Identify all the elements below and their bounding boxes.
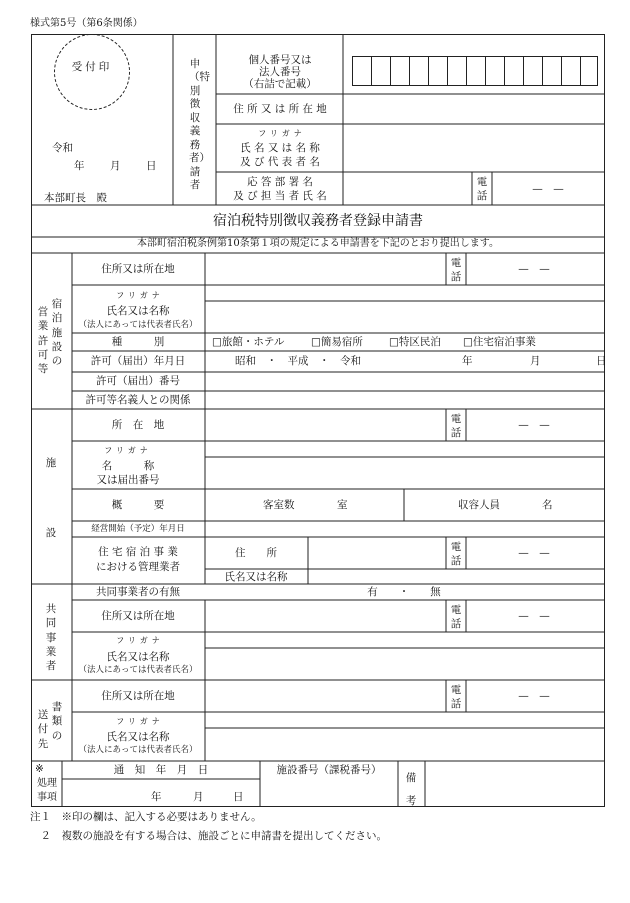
type-option-special-zone-minpaku[interactable]: □特区民泊 (389, 336, 441, 348)
intro-sentence: 本部町宿泊税条例第10条第１項の規定による申請書を下記のとおり提出します。 (137, 238, 499, 249)
permit-date-day: 日 (596, 355, 607, 367)
permit-number-field[interactable] (206, 373, 604, 390)
facility-number-field[interactable] (261, 780, 397, 805)
individual-number-label-1: 個人番号又は (248, 54, 312, 66)
permit-furigana-field[interactable] (206, 286, 604, 300)
permit-relation-field[interactable] (206, 392, 604, 408)
processing-mark: ※ (35, 763, 44, 775)
applicant-name-label-1: 氏 名 又 は 名 称 (240, 142, 320, 154)
date-year-label: 年 (74, 160, 85, 172)
note-2: ２ 複数の施設を有する場合は、施設ごとに申請書を提出してください。 (30, 830, 387, 842)
joint-furigana-label: フリガナ (116, 636, 164, 645)
permit-furigana-label: フリガナ (116, 291, 164, 300)
joint-furigana-field[interactable] (206, 633, 604, 647)
contact-dept-field[interactable] (344, 173, 471, 204)
mailing-name-field[interactable] (206, 729, 604, 760)
notice-date-label: 通 知 年 月 日 (113, 764, 209, 776)
facility-furigana-field[interactable] (206, 442, 604, 456)
permit-tel-label: 電話 (450, 257, 462, 283)
applicant-tel-dash: — — (532, 183, 564, 195)
permit-address-field[interactable] (206, 254, 445, 284)
mailing-name-note: （法人にあっては代表者氏名） (78, 745, 198, 755)
permit-relation-label: 許可等名義人との関係 (85, 394, 191, 406)
remarks-label: 備考 (405, 772, 417, 808)
joint-name-note: （法人にあっては代表者氏名） (78, 665, 198, 675)
permit-date-year: 年 (462, 355, 473, 367)
permit-number-label: 許可（届出）番号 (96, 375, 180, 387)
applicant-name-label-2: 及 び 代 表 者 名 (240, 156, 320, 168)
individual-number-label-3: （右詰で記載） (243, 78, 317, 90)
rooms-unit: 室 (337, 499, 348, 511)
contact-dept-label-1: 応 答 部 署 名 (247, 176, 313, 188)
joint-address-field[interactable] (206, 601, 445, 631)
mailing-tel-label: 電話 (450, 684, 462, 710)
joint-address-label: 住所又は所在地 (101, 610, 175, 622)
type-option-home-sharing[interactable]: □住宅宿泊事業 (463, 336, 536, 348)
mailing-furigana-field[interactable] (206, 713, 604, 727)
applicant-address-field[interactable] (344, 95, 604, 123)
manager-tel-dash: — — (518, 547, 550, 559)
individual-number-label-2: 法人番号 (259, 66, 301, 78)
permit-name-field[interactable] (206, 302, 604, 332)
permit-type-label: 種 別 (111, 336, 165, 348)
capacity-unit: 名 (542, 499, 553, 511)
applicant-name-field[interactable] (344, 140, 604, 171)
contact-dept-label-2: 及 び 担 当 者 氏 名 (233, 190, 327, 202)
permit-tel-dash: — — (518, 263, 550, 275)
permit-address-label: 住所又は所在地 (101, 263, 175, 275)
addressee: 本部町長 殿 (44, 192, 107, 204)
seal-label: 受付印 (71, 61, 113, 73)
facility-name-label-2: 又は届出番号 (96, 474, 160, 486)
mailing-section-label-b: 書類の (51, 701, 63, 742)
applicant-vertical-label: 申（特別徴収義務者）請者 (189, 58, 210, 191)
manager-address-label: 住 所 (235, 547, 277, 559)
mailing-address-field[interactable] (206, 681, 445, 711)
type-option-simple-lodging[interactable]: □簡易宿所 (311, 336, 363, 348)
notice-day: 日 (233, 791, 244, 803)
applicant-furigana-label: フリガナ (258, 129, 306, 138)
permit-date-eras[interactable]: 昭和 ・ 平成 ・ 令和 (235, 355, 361, 367)
facility-number-label: 施設番号（課税番号） (276, 764, 382, 776)
manager-label-2: における管理業者 (96, 561, 180, 573)
joint-presence-label: 共同事業者の有無 (96, 586, 180, 598)
facility-location-field[interactable] (206, 410, 445, 440)
form-title: 宿泊税特別徴収義務者登録申請書 (213, 213, 423, 229)
permit-date-label: 許可（届出）年月日 (90, 355, 186, 367)
facility-summary-label: 概 要 (111, 499, 165, 511)
permit-name-label: 氏名又は名称 (106, 305, 170, 317)
applicant-address-label: 住 所 又 は 所 在 地 (233, 103, 327, 115)
permit-date-month: 月 (530, 355, 541, 367)
type-option-ryokan-hotel[interactable]: □旅館・ホテル (212, 336, 285, 348)
era-label: 令和 (52, 142, 73, 154)
rooms-label: 客室数 (263, 499, 295, 511)
mailing-name-label: 氏名又は名称 (106, 731, 170, 743)
notice-year: 年 (151, 791, 162, 803)
applicant-furigana-field[interactable] (344, 125, 604, 139)
start-date-label: 経営開始（予定）年月日 (91, 524, 185, 534)
facility-section-label-top: 施 (45, 457, 57, 469)
note-1: 注１ ※印の欄は、記入する必要はありません。 (30, 811, 262, 823)
processing-label: 処理事項 (37, 778, 57, 803)
facility-furigana-label: フリガナ (104, 446, 152, 455)
mailing-section-label-a: 送付先 (37, 709, 49, 750)
permit-section-label-a: 営業許可等 (37, 306, 49, 376)
remarks-field[interactable] (426, 762, 604, 805)
manager-name-label: 氏名又は名称 (224, 571, 288, 583)
start-date-field[interactable] (206, 522, 604, 536)
manager-tel-label: 電話 (450, 541, 462, 567)
mailing-furigana-label: フリガナ (116, 717, 164, 726)
capacity-label: 収容人員 (458, 499, 500, 511)
facility-location-label: 所 在 地 (111, 419, 165, 431)
joint-presence-options[interactable]: 有 ・ 無 (367, 586, 441, 598)
facility-tel-label: 電話 (450, 413, 462, 439)
permit-name-note: （法人にあっては代表者氏名） (78, 320, 198, 330)
joint-name-label: 氏名又は名称 (106, 651, 170, 663)
joint-tel-dash: — — (518, 610, 550, 622)
joint-name-field[interactable] (206, 649, 604, 679)
date-day-label: 日 (146, 160, 157, 172)
manager-address-field[interactable] (309, 538, 445, 568)
facility-name-label-1: 名 称 (101, 460, 155, 472)
notice-month: 月 (193, 791, 204, 803)
date-month-label: 月 (110, 160, 121, 172)
mailing-tel-dash: — — (518, 690, 550, 702)
facility-tel-dash: — — (518, 419, 550, 431)
applicant-tel-field[interactable] (493, 173, 604, 204)
individual-number-boxes[interactable] (352, 56, 598, 86)
manager-name-field[interactable] (309, 570, 604, 583)
manager-label-1: 住 宅 宿 泊 事 業 (98, 546, 178, 558)
joint-section-label: 共同事業者 (45, 603, 57, 673)
mailing-address-label: 住所又は所在地 (101, 690, 175, 702)
form-number: 様式第5号（第6条関係） (30, 18, 143, 29)
facility-section-label-bottom: 設 (45, 527, 57, 539)
facility-name-field[interactable] (206, 458, 604, 488)
applicant-tel-label: 電話 (476, 176, 488, 202)
permit-section-label-b: 宿泊施設の (51, 298, 63, 368)
joint-tel-label: 電話 (450, 604, 462, 630)
